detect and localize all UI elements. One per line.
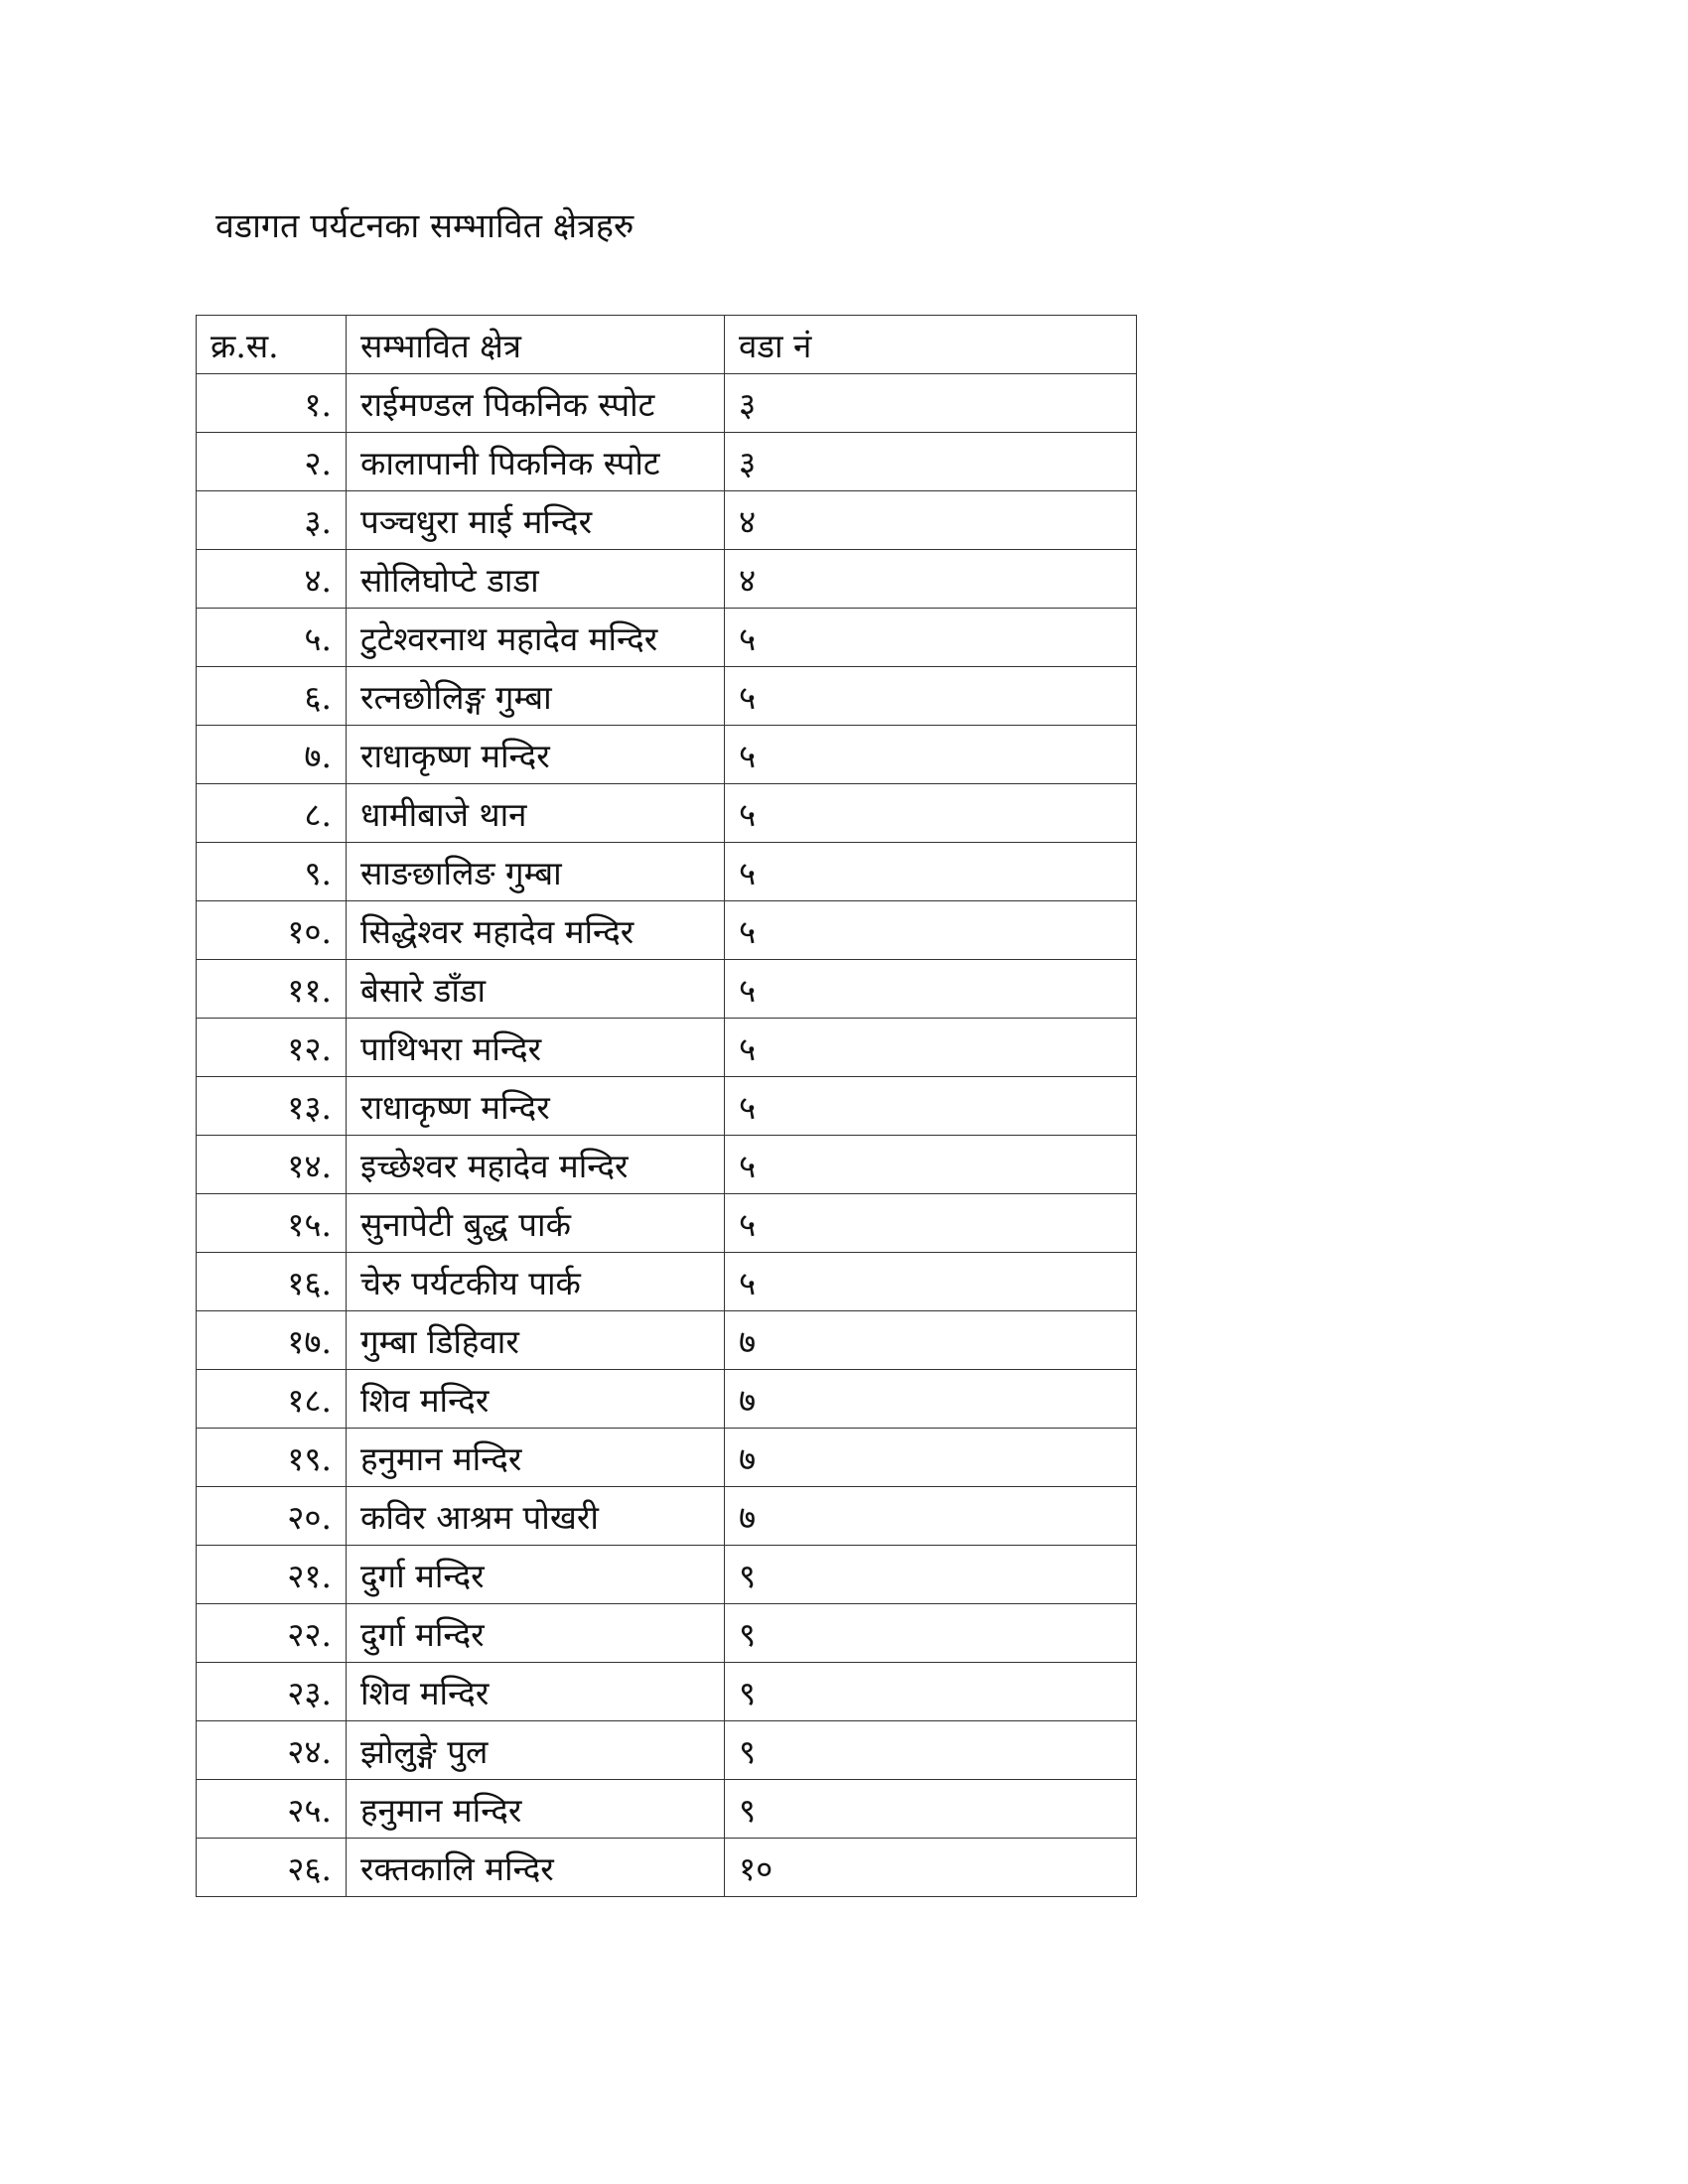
ward-number-cell: ५	[725, 1136, 1137, 1194]
potential-area-cell: रक्तकालि मन्दिर	[347, 1839, 725, 1897]
potential-area-cell: कविर आश्रम पोखरी	[347, 1487, 725, 1546]
potential-area-cell: सुनापेटी बुद्ध पार्क	[347, 1194, 725, 1253]
potential-area-cell: झोलुङ्गे पुल	[347, 1721, 725, 1780]
table-row	[197, 843, 1137, 901]
serial-number-cell: १५.	[197, 1194, 347, 1253]
serial-number-cell: ७.	[197, 726, 347, 784]
potential-area-cell: सिद्धेश्वर महादेव मन्दिर	[347, 901, 725, 960]
serial-number-cell: १७.	[197, 1311, 347, 1370]
ward-number-cell: ९	[725, 1604, 1137, 1663]
serial-number-cell: २६.	[197, 1839, 347, 1897]
potential-area-cell: हनुमान मन्दिर	[347, 1780, 725, 1839]
potential-area-cell: बेसारे डाँडा	[347, 960, 725, 1019]
ward-number-cell: ४	[725, 491, 1137, 550]
table-row	[197, 550, 1137, 609]
potential-area-cell: हनुमान मन्दिर	[347, 1429, 725, 1487]
table-row	[197, 1194, 1137, 1253]
ward-number-cell: ९	[725, 1663, 1137, 1721]
ward-number-cell: ५	[725, 1194, 1137, 1253]
header-serial-number: क्र.स.	[197, 316, 347, 374]
serial-number-cell: ११.	[197, 960, 347, 1019]
table-row	[197, 1721, 1137, 1780]
table-row	[197, 1253, 1137, 1311]
table-row	[197, 1370, 1137, 1429]
serial-number-cell: ९.	[197, 843, 347, 901]
ward-number-cell: ७	[725, 1311, 1137, 1370]
potential-area-cell: कालापानी पिकनिक स्पोट	[347, 433, 725, 491]
header-ward-number: वडा नं	[725, 316, 1137, 374]
serial-number-cell: १३.	[197, 1077, 347, 1136]
table-row	[197, 374, 1137, 433]
serial-number-cell: ३.	[197, 491, 347, 550]
serial-number-cell: २५.	[197, 1780, 347, 1839]
potential-area-cell: राईमण्डल पिकनिक स्पोट	[347, 374, 725, 433]
table-row	[197, 609, 1137, 667]
ward-number-cell: ७	[725, 1429, 1137, 1487]
ward-number-cell: ५	[725, 1253, 1137, 1311]
potential-area-cell: दुर्गा मन्दिर	[347, 1546, 725, 1604]
serial-number-cell: २३.	[197, 1663, 347, 1721]
ward-number-cell: ५	[725, 843, 1137, 901]
serial-number-cell: ५.	[197, 609, 347, 667]
ward-number-cell: ५	[725, 960, 1137, 1019]
serial-number-cell: १.	[197, 374, 347, 433]
ward-number-cell: ३	[725, 433, 1137, 491]
table-row	[197, 1604, 1137, 1663]
table-row	[197, 1663, 1137, 1721]
serial-number-cell: २४.	[197, 1721, 347, 1780]
serial-number-cell: १८.	[197, 1370, 347, 1429]
serial-number-cell: ८.	[197, 784, 347, 843]
serial-number-cell: २०.	[197, 1487, 347, 1546]
ward-number-cell: ५	[725, 609, 1137, 667]
table-row	[197, 1077, 1137, 1136]
ward-number-cell: ७	[725, 1487, 1137, 1546]
table-row	[197, 1019, 1137, 1077]
table-row	[197, 1780, 1137, 1839]
table-row	[197, 726, 1137, 784]
serial-number-cell: २.	[197, 433, 347, 491]
table-header	[197, 316, 1137, 374]
serial-number-cell: २२.	[197, 1604, 347, 1663]
table-row	[197, 1136, 1137, 1194]
serial-number-cell: ६.	[197, 667, 347, 726]
potential-area-cell: रत्नछोलिङ्ग गुम्बा	[347, 667, 725, 726]
potential-area-cell: धामीबाजे थान	[347, 784, 725, 843]
ward-number-cell: ९	[725, 1546, 1137, 1604]
potential-area-cell: राधाकृष्ण मन्दिर	[347, 1077, 725, 1136]
serial-number-cell: ४.	[197, 550, 347, 609]
table-body	[197, 374, 1137, 1897]
potential-area-cell: दुर्गा मन्दिर	[347, 1604, 725, 1663]
ward-number-cell: ९	[725, 1780, 1137, 1839]
ward-number-cell: ५	[725, 784, 1137, 843]
ward-number-cell: ९	[725, 1721, 1137, 1780]
header-potential-area: सम्भावित क्षेत्र	[347, 316, 725, 374]
table-row	[197, 1311, 1137, 1370]
potential-area-cell: शिव मन्दिर	[347, 1370, 725, 1429]
potential-area-cell: इच्छेश्वर महादेव मन्दिर	[347, 1136, 725, 1194]
table-row	[197, 1546, 1137, 1604]
page-title: वडागत पर्यटनका सम्भावित क्षेत्रहरु	[215, 206, 634, 246]
table-row	[197, 1429, 1137, 1487]
potential-area-cell: चेरु पर्यटकीय पार्क	[347, 1253, 725, 1311]
serial-number-cell: १६.	[197, 1253, 347, 1311]
ward-number-cell: ५	[725, 901, 1137, 960]
table-row	[197, 667, 1137, 726]
potential-area-cell: साङछालिङ गुम्बा	[347, 843, 725, 901]
table-row	[197, 1839, 1137, 1897]
potential-area-cell: गुम्बा डिहिवार	[347, 1311, 725, 1370]
serial-number-cell: १९.	[197, 1429, 347, 1487]
table-row	[197, 784, 1137, 843]
table-row	[197, 1487, 1137, 1546]
serial-number-cell: २१.	[197, 1546, 347, 1604]
ward-number-cell: ५	[725, 1019, 1137, 1077]
potential-area-cell: राधाकृष्ण मन्दिर	[347, 726, 725, 784]
ward-number-cell: ४	[725, 550, 1137, 609]
serial-number-cell: १४.	[197, 1136, 347, 1194]
table-row	[197, 433, 1137, 491]
potential-area-cell: टुटेश्वरनाथ महादेव मन्दिर	[347, 609, 725, 667]
table-row	[197, 960, 1137, 1019]
table-header-row	[197, 316, 1137, 374]
table-row	[197, 491, 1137, 550]
ward-number-cell: १०	[725, 1839, 1137, 1897]
ward-number-cell: ५	[725, 1077, 1137, 1136]
potential-area-cell: पाथिभरा मन्दिर	[347, 1019, 725, 1077]
potential-area-cell: सोलिघोप्टे डाडा	[347, 550, 725, 609]
tourism-sites-table	[196, 315, 1137, 1897]
ward-number-cell: ५	[725, 726, 1137, 784]
ward-number-cell: ७	[725, 1370, 1137, 1429]
serial-number-cell: १०.	[197, 901, 347, 960]
ward-number-cell: ५	[725, 667, 1137, 726]
potential-area-cell: पञ्चधुरा माई मन्दिर	[347, 491, 725, 550]
table-row	[197, 901, 1137, 960]
serial-number-cell: १२.	[197, 1019, 347, 1077]
potential-area-cell: शिव मन्दिर	[347, 1663, 725, 1721]
ward-number-cell: ३	[725, 374, 1137, 433]
